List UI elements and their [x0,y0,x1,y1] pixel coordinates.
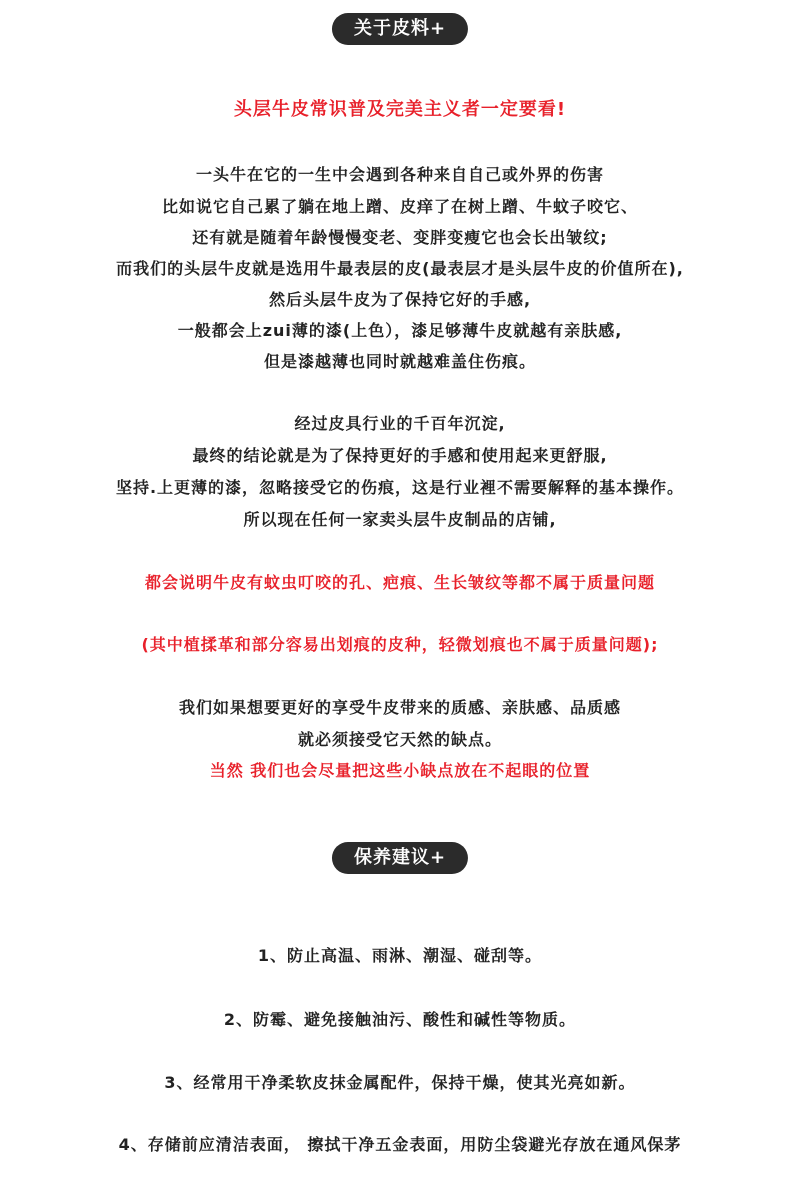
text-line: 坚持.上更薄的漆，忽略接受它的伤痕，这是行业裡不需要解释的基本操作。 [115,478,685,497]
text-line: 经过皮具行业的千百年沉淀, [294,414,506,433]
headline: 头层牛皮常识普及完美主义者一定要看! [233,99,567,120]
red-note: 当然 我们也会尽量把这些小缺点放在不起眼的位置 [209,761,591,780]
text-line: 最终的结论就是为了保持更好的手感和使用起来更舒服, [192,446,608,465]
text-line: 比如说它自己累了躺在地上蹭、皮痒了在树上蹭、牛蚊子咬它、 [161,197,638,216]
text-line: 一般都会上zui薄的漆(上色），漆足够薄牛皮就越有亲肤感, [177,321,623,340]
text-line: 一头牛在它的一生中会遇到各种来自自己或外界的伤害 [195,165,604,184]
text-line: 但是漆越薄也同时就越难盖住伤痕。 [263,352,536,371]
text-line: 所以现在任何一家卖头层牛皮制品的店铺, [243,510,557,529]
text-line: 就必须接受它天然的缺点。 [297,730,502,749]
red-note: (其中植揉革和部分容易出划痕的皮种，轻微划痕也不属于质量问题); [141,635,659,654]
red-note: 都会说明牛皮有蚊虫叮咬的孔、疤痕、生长皱纹等都不属于质量问题 [144,573,655,592]
section-title-care: 保养建议+ [332,842,468,874]
text-line: 我们如果想要更好的享受牛皮带来的质感、亲肤感、品质感 [178,698,621,717]
care-tip: 2、防霉、避免接触油污、酸性和碱性等物质。 [223,1010,577,1029]
text-line: 还有就是随着年龄慢慢变老、变胖变瘦它也会长出皱纹; [192,228,608,247]
care-tip: 1、防止高温、雨淋、潮湿、碰刮等。 [257,946,543,965]
section-title-leather: 关于皮料+ [332,13,468,45]
care-tip: 3、经常用干净柔软皮抹金属配件，保持干燥，使其光亮如新。 [164,1073,636,1092]
care-tip: 4、存储前应清洁表面， 擦拭干净五金表面，用防尘袋避光存放在通风保茅 [118,1135,682,1154]
text-line: 而我们的头层牛皮就是选用牛最表层的皮(最表层才是头层牛皮的价值所在), [116,259,684,278]
text-line: 然后头层牛皮为了保持它好的手感, [268,290,532,309]
